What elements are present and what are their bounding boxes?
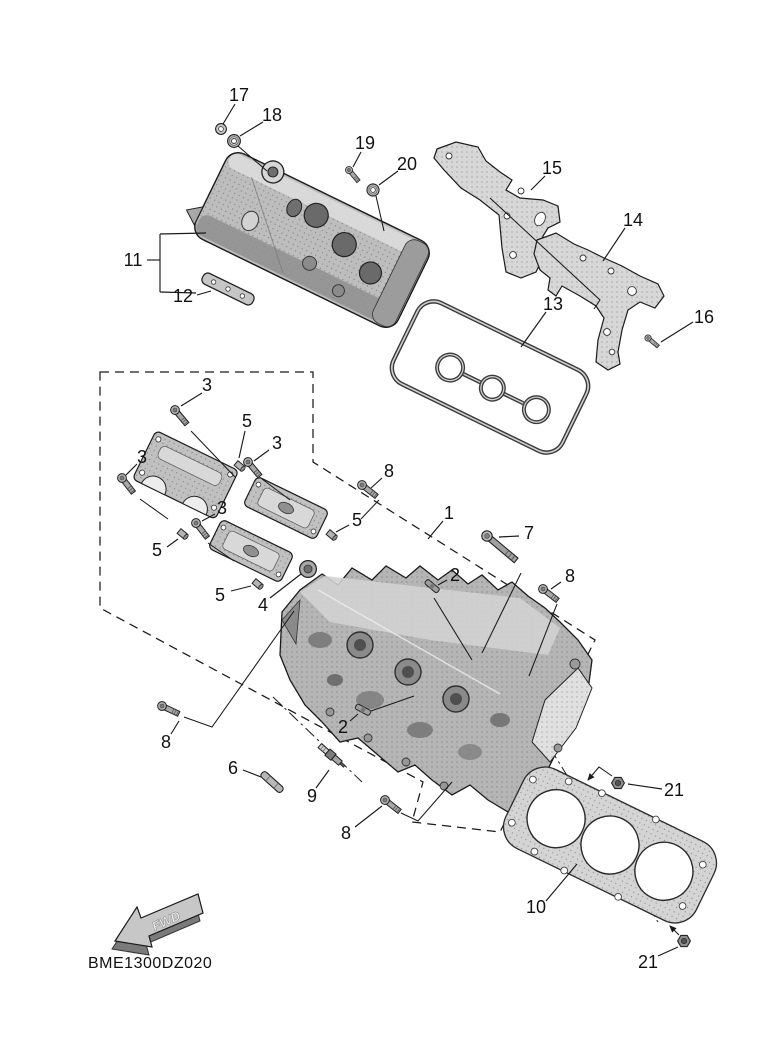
callout-number-2-21: 2 — [449, 565, 461, 585]
callout-number-18-1: 18 — [261, 105, 283, 125]
callout-leader-20 — [379, 171, 398, 185]
plug-4 — [300, 561, 317, 578]
assembly-line — [361, 500, 379, 519]
detail — [446, 153, 452, 159]
callout-leader-16 — [661, 322, 693, 342]
callout-number-9-27: 9 — [306, 786, 318, 806]
callout-leader-5 — [231, 586, 251, 591]
detail — [570, 659, 580, 669]
callout-leader-17 — [223, 104, 235, 124]
detail — [609, 349, 615, 355]
callout-number-11-8: 11 — [123, 250, 143, 270]
detail — [407, 722, 433, 738]
assembly-pointer — [588, 767, 612, 780]
callout-leader-9 — [316, 770, 329, 788]
bolt-8 — [537, 583, 560, 604]
callout-number-8-24: 8 — [564, 566, 576, 586]
assembly-line — [184, 611, 294, 727]
detail — [402, 758, 410, 766]
detail — [518, 188, 524, 194]
callout-number-12-9: 12 — [172, 286, 194, 306]
bolt-8 — [156, 700, 180, 718]
callout-number-4-18: 4 — [257, 595, 269, 615]
callout-number-8-26: 8 — [340, 823, 352, 843]
detail — [580, 255, 586, 261]
callout-leader-3 — [254, 450, 269, 461]
diagram-part-code: BME1300DZ020 — [88, 955, 213, 972]
callout-number-3-11: 3 — [136, 447, 148, 467]
callout-number-8-25: 8 — [160, 732, 172, 752]
callout-leader-6 — [243, 770, 261, 777]
detail — [490, 713, 510, 727]
grommet-20 — [367, 184, 379, 196]
callout-number-3-12: 3 — [271, 433, 283, 453]
detail — [628, 287, 637, 296]
callout-number-2-22: 2 — [337, 717, 349, 737]
spark-tube-bore — [402, 666, 414, 678]
detail — [364, 734, 372, 742]
assembly-line — [140, 499, 168, 519]
callout-leader-7 — [499, 536, 519, 537]
spark-plug-9 — [317, 743, 347, 770]
valve-cover-gasket-part — [386, 295, 594, 458]
detail — [308, 632, 332, 648]
callout-number-5-15: 5 — [151, 540, 163, 560]
callout-leader-12 — [197, 291, 211, 295]
callout-number-21-31: 21 — [637, 952, 659, 972]
callout-number-21-30: 21 — [663, 780, 685, 800]
callout-leader-1 — [428, 521, 443, 539]
detail — [510, 252, 517, 259]
callout-number-5-17: 5 — [351, 510, 363, 530]
callout-leader-18 — [240, 122, 263, 136]
callout-number-20-3: 20 — [396, 154, 418, 174]
callout-leader-5 — [167, 539, 178, 547]
callout-leader-8 — [551, 582, 561, 589]
callout-leader-21 — [628, 784, 662, 789]
callout-leader-21 — [658, 947, 678, 956]
callout-number-16-6: 16 — [693, 307, 715, 327]
callout-number-3-10: 3 — [201, 375, 213, 395]
spark-tube-bore — [354, 639, 366, 651]
dowel-pin-5 — [177, 529, 189, 540]
detail — [440, 782, 448, 790]
washer-17 — [216, 124, 227, 135]
fwd-direction-arrow — [112, 894, 203, 955]
callout-leader-14 — [603, 228, 625, 261]
cam-cap-part — [208, 519, 294, 583]
detail — [458, 744, 482, 760]
callout-leader-8 — [355, 806, 382, 827]
detail — [477, 373, 508, 404]
detail — [554, 744, 562, 752]
callout-leader-5 — [239, 431, 245, 458]
detail — [608, 268, 614, 274]
detail — [520, 393, 553, 426]
callout-number-13-7: 13 — [542, 294, 564, 314]
assembly-pointer — [670, 926, 679, 935]
stud-6 — [260, 770, 285, 793]
callout-leader-3 — [181, 393, 202, 406]
callout-number-15-4: 15 — [541, 158, 563, 178]
cap-bolt-3 — [190, 517, 211, 540]
grommet-18 — [228, 135, 241, 148]
head-nut-21 — [612, 777, 625, 788]
callout-leader-15 — [531, 176, 545, 190]
cover-bolt-19 — [344, 165, 361, 184]
detail — [326, 708, 334, 716]
spark-tube-bore — [450, 693, 462, 705]
callout-number-7-20: 7 — [523, 523, 535, 543]
callout-number-8-23: 8 — [383, 461, 395, 481]
callout-number-1-19: 1 — [443, 503, 455, 523]
head-bolt-7 — [480, 529, 520, 565]
dowel-pin-5 — [252, 579, 264, 590]
callout-leader-13 — [521, 312, 546, 347]
fwd-arrow-label: FWD — [149, 907, 183, 934]
bolt-8 — [379, 794, 402, 815]
detail — [327, 674, 343, 686]
callout-number-5-14: 5 — [241, 411, 253, 431]
callout-leader-19 — [353, 152, 361, 167]
callout-leader-8 — [171, 721, 179, 734]
cap-bolt-3 — [169, 404, 190, 427]
callout-number-17-0: 17 — [228, 85, 250, 105]
detail — [604, 329, 611, 336]
callout-number-14-5: 14 — [622, 210, 644, 230]
bolt-16 — [644, 334, 661, 349]
callout-leader-8 — [371, 478, 382, 488]
callout-number-10-29: 10 — [525, 897, 547, 917]
callout-number-6-28: 6 — [227, 758, 239, 778]
callout-number-5-16: 5 — [214, 585, 226, 605]
cam-cap-part — [243, 476, 329, 540]
callout-number-3-13: 3 — [216, 498, 228, 518]
detail — [433, 350, 468, 385]
callout-number-19-2: 19 — [354, 133, 376, 153]
callout-leader-5 — [336, 525, 349, 532]
gasket-strip-part — [200, 271, 256, 306]
head-nut-21 — [678, 935, 691, 946]
